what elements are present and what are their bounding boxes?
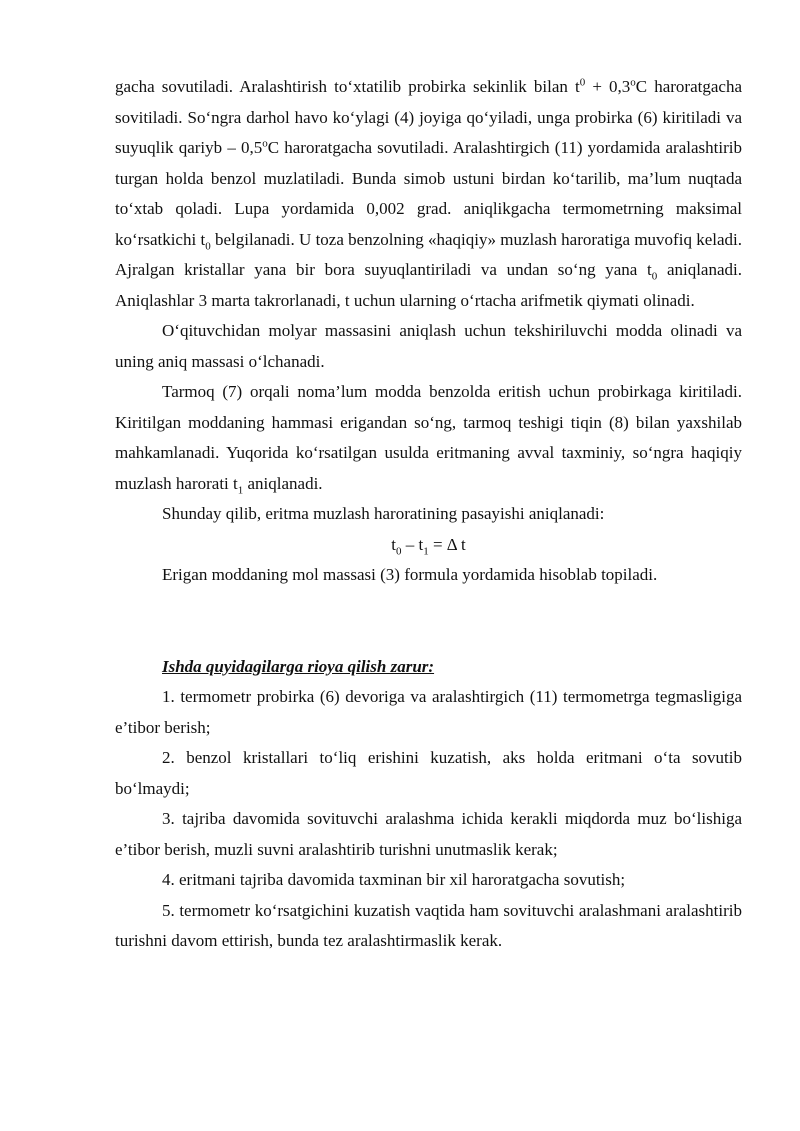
rule-item-4: 4. eritmani tajriba davomida taxminan bir xil haroratgacha sovutish; (162, 870, 626, 889)
formula (115, 530, 742, 561)
text-run: belgilanadi. U toza benzolning «haqiqiy» muzlash haroratiga muvofiq keladi. Ajralgan kristallar yana bir bora suyuqlantiriladi va undan so‘ng yana t (115, 229, 743, 279)
paragraph-conclusion: Shunday qilib, eritma muzlash haroratining pasayishi aniqlanadi: (162, 504, 605, 523)
paragraph-dissolving (115, 377, 742, 499)
rule-item-1: 1. termometr probirka (6) devoriga va aralashtirgich (11) termometrga tegmasligiga e’tibor berish; (115, 687, 742, 737)
paragraph-sample: O‘qituvchidan molyar massasini aniqlash uchun tekshiriluvchi modda olinadi va uning aniq massasi o‘lchanadi. (115, 321, 742, 371)
subscript: 1 (237, 483, 244, 496)
document-page (115, 72, 742, 957)
degree-superscript: o (262, 137, 268, 150)
text-run: + 0,3 (585, 77, 631, 96)
formula-part: t (391, 534, 396, 554)
subscript: 0 (205, 239, 211, 252)
heading-text: Ishda quyidagilarga rioya qilish zarur: (162, 656, 435, 676)
formula-part: – t (401, 534, 424, 554)
paragraph-procedure (115, 72, 742, 316)
subscript: 0 (395, 544, 402, 557)
text-run: gacha sovutiladi. Aralashtirish to‘xtatilib probirka sekinlik bilan t (115, 77, 580, 96)
subscript: 0 (651, 270, 658, 283)
paragraph-mol-mass: Erigan moddaning mol massasi (3) formula yordamida hisoblab topiladi. (162, 565, 658, 584)
superscript: 0 (579, 76, 586, 89)
spacer (115, 591, 742, 652)
text-run: aniqlanadi. (243, 473, 323, 493)
text-run: C haroratgacha sovitiladi. So‘ngra darhol havo ko‘ylagi (4) joyiga qo‘yiladi, unga probirka (6) kiritiladi va suyuqlik qariyb – 0,5 (115, 77, 742, 157)
text-run: aniqlanadi. Aniqlashlar 3 marta takrorlanadi, t uchun ularning o‘rtacha arifmetik qiymati olinadi. (115, 260, 743, 310)
rule-item-5: 5. termometr ko‘rsatgichini kuzatish vaqtida ham sovituvchi aralashmani aralashtirib turishni davom ettirish, bunda tez aralashtirmaslik kerak. (115, 900, 742, 950)
degree-superscript: o (630, 76, 636, 89)
formula-part: = Δ t (428, 534, 466, 554)
rule-item-2: 2. benzol kristallari to‘liq erishini kuzatish, aks holda eritmani o‘ta sovutib bo‘lmaydi; (115, 748, 742, 798)
section-heading (115, 652, 742, 683)
subscript: 1 (423, 544, 429, 557)
rule-item-3: 3. tajriba davomida sovituvchi aralashma ichida kerakli miqdorda muz bo‘lishiga e’tibor berish, muzli suvni aralashtirib turishni unutmaslik kerak; (115, 809, 742, 859)
text-run: C haroratgacha sovutiladi. Aralashtirgich (11) yordamida aralashtirib turgan holda benzol muzlatiladi. Bunda simob ustuni birdan ko‘tarilib, ma’lum nuqtada to‘xtab qoladi. Lupa yordamida 0,002 grad. aniqlikgacha termometrning maksimal ko‘rsatkichi t (115, 138, 742, 249)
text-run: Tarmoq (7) orqali noma’lum modda benzolda eritish uchun probirkaga kiritiladi. Kiritilgan moddaning hammasi erigandan so‘ng, tarmoq teshigi tiqin (8) bilan yaxshilab mahkamlanadi. Yuqorida ko‘rsatilgan usulda eritmaning avval taxminiy, so‘ngra haqiqiy muzlash harorati t (115, 382, 742, 493)
